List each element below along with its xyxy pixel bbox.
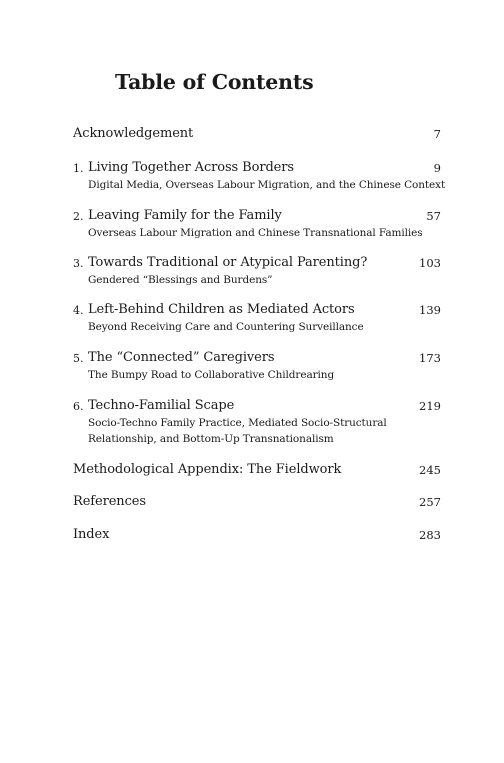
toc-entry-subtitle: Gendered “Blessings and Burdens” <box>88 274 273 286</box>
chapter-number: 1. <box>73 162 84 175</box>
toc-entry-title: Methodological Appendix: The Fieldwork <box>73 462 342 477</box>
chapter-number: 5. <box>73 352 84 365</box>
toc-entry-title: Index <box>73 527 110 542</box>
toc-entry-page: 173 <box>419 351 441 365</box>
toc-entry-subtitle: Relationship, and Bottom-Up Transnationalism <box>88 433 334 445</box>
toc-entry-title: The “Connected” Caregivers <box>88 350 275 365</box>
chapter-number: 6. <box>73 400 84 413</box>
toc-entry-title: Left-Behind Children as Mediated Actors <box>88 302 355 317</box>
toc-entry-subtitle: Overseas Labour Migration and Chinese Transnational Families <box>88 227 423 239</box>
toc-entry-title: Leaving Family for the Family <box>88 208 282 223</box>
toc-entry-page: 9 <box>433 161 441 175</box>
toc-entry-page: 219 <box>419 399 441 413</box>
toc-entry-title: References <box>73 494 146 509</box>
toc-entry-page: 257 <box>419 495 441 509</box>
chapter-number: 3. <box>73 257 84 270</box>
toc-entry-page: 139 <box>419 303 441 317</box>
toc-entry-subtitle: Digital Media, Overseas Labour Migration, and the Chinese Context <box>88 179 446 191</box>
toc-entry-title: Living Together Across Borders <box>88 160 294 175</box>
toc-entry-page: 103 <box>419 256 441 270</box>
toc-entry-subtitle: Beyond Receiving Care and Countering Surveillance <box>88 321 364 333</box>
toc-entry-title: Techno-Familial Scape <box>88 398 235 413</box>
chapter-number: 2. <box>73 210 84 223</box>
toc-entry-subtitle: The Bumpy Road to Collaborative Childrearing <box>88 369 335 381</box>
toc-entry-page: 283 <box>419 528 441 542</box>
toc-entry-page: 57 <box>426 209 441 223</box>
toc-entry-page: 245 <box>419 463 441 477</box>
toc-entry-title: Acknowledgement <box>73 126 194 141</box>
toc-entry-title: Towards Traditional or Atypical Parenting? <box>88 255 368 270</box>
chapter-number: 4. <box>73 304 84 317</box>
toc-entry-subtitle: Socio-Techno Family Practice, Mediated Socio-Structural <box>88 417 387 429</box>
toc-entry-page: 7 <box>433 127 441 141</box>
page-title: Table of Contents <box>115 70 314 94</box>
